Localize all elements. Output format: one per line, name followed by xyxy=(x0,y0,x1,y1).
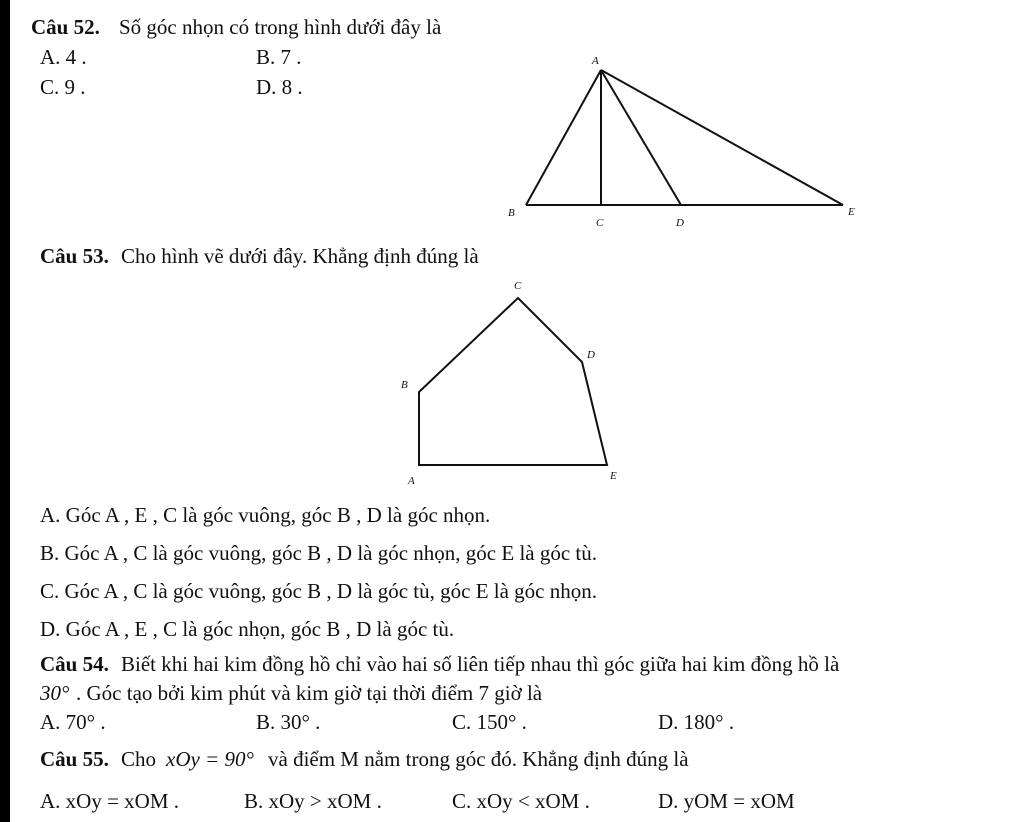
q53-label-D: D xyxy=(587,349,595,361)
q52-label-B: B xyxy=(508,207,515,219)
q52-option-d[interactable]: D. 8 . xyxy=(256,75,303,99)
q54-question-line1: Biết khi hai kim đồng hồ chỉ vào hai số liên tiếp nhau thì góc giữa hai kim đồng hồ là xyxy=(121,652,840,676)
q52-segment-AD xyxy=(601,70,681,205)
q53-label-C: C xyxy=(514,280,522,292)
q55-option-c[interactable]: C. xOy < xOM . xyxy=(452,789,590,813)
q54-angle-value: 30° xyxy=(40,681,70,705)
q54-option-a[interactable]: A. 70° . xyxy=(40,710,106,734)
q54-number: Câu 54. xyxy=(40,652,109,676)
q53-label-B: B xyxy=(401,379,408,391)
q52-option-c[interactable]: C. 9 . xyxy=(40,75,86,99)
q53-option-a[interactable]: A. Góc A , E , C là góc vuông, góc B , D là góc nhọn. xyxy=(40,503,491,527)
q53-label-E: E xyxy=(610,470,617,482)
q54-option-c[interactable]: C. 150° . xyxy=(452,710,527,734)
q52-label-A: A xyxy=(592,55,599,67)
q54-option-d[interactable]: D. 180° . xyxy=(658,710,735,734)
q53-option-c[interactable]: C. Góc A , C là góc vuông, góc B , D là góc tù, góc E là góc nhọn. xyxy=(40,579,598,603)
q55-option-b[interactable]: B. xOy > xOM . xyxy=(244,789,382,813)
q55-number: Câu 55. xyxy=(40,747,109,771)
q53-question: Cho hình vẽ dưới đây. Khẳng định đúng là xyxy=(121,244,479,268)
q55-angle-expression: xOy = 90° xyxy=(166,747,254,771)
q55-question-pre: Cho xyxy=(121,747,157,771)
q53-number: Câu 53. xyxy=(40,244,109,268)
q54-question-line2: . Góc tạo bởi kim phút và kim giờ tại thời điểm 7 giờ là xyxy=(76,681,543,705)
q55-question-post: và điểm M nằm trong góc đó. Khẳng định đúng là xyxy=(268,747,689,771)
q52-label-D: D xyxy=(676,217,684,229)
q54-option-b[interactable]: B. 30° . xyxy=(256,710,321,734)
q52-label-C: C xyxy=(596,217,604,229)
q52-segment-AB xyxy=(526,70,601,205)
q52-option-a[interactable]: A. 4 . xyxy=(40,45,87,69)
q52-segment-AE xyxy=(601,70,843,205)
q53-option-d[interactable]: D. Góc A , E , C là góc nhọn, góc B , D là góc tù. xyxy=(40,617,455,641)
q53-pentagon-figure xyxy=(419,298,607,465)
q52-question: Số góc nhọn có trong hình dưới đây là xyxy=(119,15,442,39)
q52-label-E: E xyxy=(848,206,855,218)
q53-option-b[interactable]: B. Góc A , C là góc vuông, góc B , D là góc nhọn, góc E là góc tù. xyxy=(40,541,598,565)
q55-option-d[interactable]: D. yOM = xOM xyxy=(658,789,795,813)
q52-option-b[interactable]: B. 7 . xyxy=(256,45,302,69)
q52-triangle-figure xyxy=(526,70,843,205)
q52-number: Câu 52. xyxy=(31,15,100,39)
q53-label-A: A xyxy=(408,475,415,487)
q55-option-a[interactable]: A. xOy = xOM . xyxy=(40,789,180,813)
